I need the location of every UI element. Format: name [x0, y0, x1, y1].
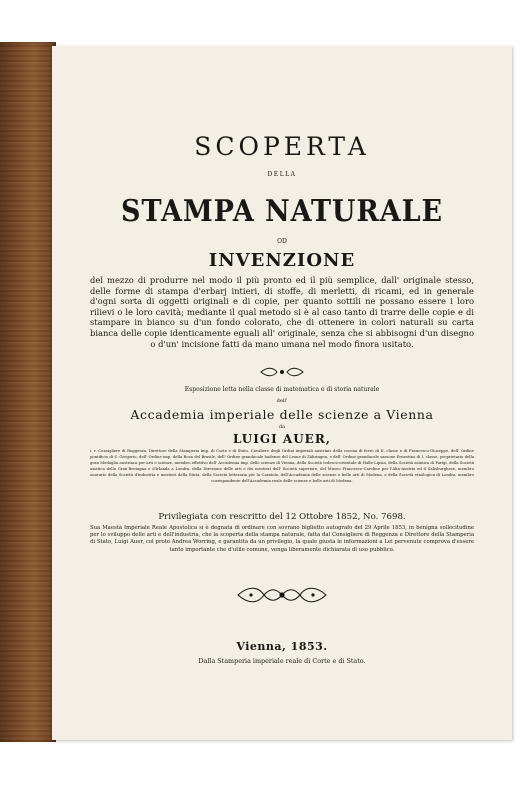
- description-paragraph: del mezzo di produrre nel modo il più pronto ed il più semplice, dall' originale stesso, delle forme di stampa d'erbarj intieri, di stoffe, di merletti, di ricami, ed in generale d'ogni sorta di oggetti originali e di copie, per quanto sottili ne possano essere i loro rilievi o le loro cavità; mediante il qual metodo si è al caso tanto di trarre delle copie e di stampare in bianco su d'un fondo colorato, che di ottenere in colori naturali su carta bianca delle copie identicamente eguali all' originale, senza che si abbisogni d'un disegno o d'un' incisione fatti da mano umana nel modo finora usitato.: [90, 275, 474, 349]
- book-spine: [0, 42, 56, 742]
- word-od: OD: [277, 238, 287, 245]
- privilege-line: Privilegiata con rescritto del 12 Ottobre 1852, No. 7698.: [158, 512, 406, 522]
- decree-paragraph: Sua Maestà Imperiale Reale Apostolica si è degnata di ordinare con sovrano biglietto autografo del 29 Aprile 1853, in benigna sollecitudine per lo sviluppo delle arti e dell'industria, che la scoperta della stampa naturale, fatta dal Consigliere di Reggenza e Direttore della Stamperia di Stato, Luigi Auer, col proto Andrea Worring, e garantita da un privilegio, la quale giusta le informazioni a Lei pervenute comprova d'essere tanto importante che d'utile comune, venga liberamente dichiarata di uso pubblico.: [90, 525, 474, 553]
- word-della: DELLA: [267, 171, 297, 178]
- exposition-line: Esposizione letta nella classe di matematica e di storia naturale: [184, 386, 380, 393]
- academy-name: Accademia imperiale delle scienze a Vienna: [130, 407, 434, 422]
- small-ornament-icon: [90, 366, 474, 378]
- title-page-content: [90, 46, 474, 740]
- author-name: LUIGI AUER,: [233, 432, 331, 446]
- imprint-city-year: Vienna, 1853.: [236, 640, 328, 653]
- title-scoperta: SCOPERTA: [194, 132, 370, 161]
- author-credentials: i. r. Consigliere di Reggenza, Direttore della Stamperia imp. di Corte e di Stato, Cavaliere degli Ordini imperiali austriaci della corona di ferro di II. classe e di Francesco-Giuseppe, dell' Ordine pontificio di S. Gregorio, dell' Ordine imp. della Rosa del Brasile, dell' Ordine granducale badense del Leone di Zähringen, e dell' Ordine granducale sassone Ernestino di I. classe, proprietario della gran Medaglia austriaca per arti e scienze, membro effettivo dell' Accademia imp. delle scienze di Vienna, della Società tedesco-orientale di Halle-Lipsia, della Società asiatica di Parigi, della Società asiatica della Gran-Bretagna e d'Irlanda a Londra, della Direzione delle arti e dei mestieri dell' Società superiore, del Museo Francesco-Carolino per l'Alta-Austria ed il Salisburghese, membro onorario della Società d'industria e mestieri della Stiria, della Società letteraria per la Carniola, dell'Accademia delle scienze e belle arti di Modena, e della Società etnologica di Londra, membro corrispondente dell'Accademia reale delle scienze e belle arti di Modena.: [90, 448, 474, 483]
- word-da: da: [278, 424, 286, 430]
- title-invenzione: INVENZIONE: [208, 250, 356, 271]
- flourish-ornament-icon: [90, 584, 474, 606]
- title-page: [52, 46, 512, 740]
- word-dell: dell': [276, 398, 288, 404]
- imprint-printer: Dalla Stamperia imperiale reale di Corte e di Stato.: [198, 657, 366, 665]
- title-stampa-naturale: STAMPA NATURALE: [121, 194, 443, 229]
